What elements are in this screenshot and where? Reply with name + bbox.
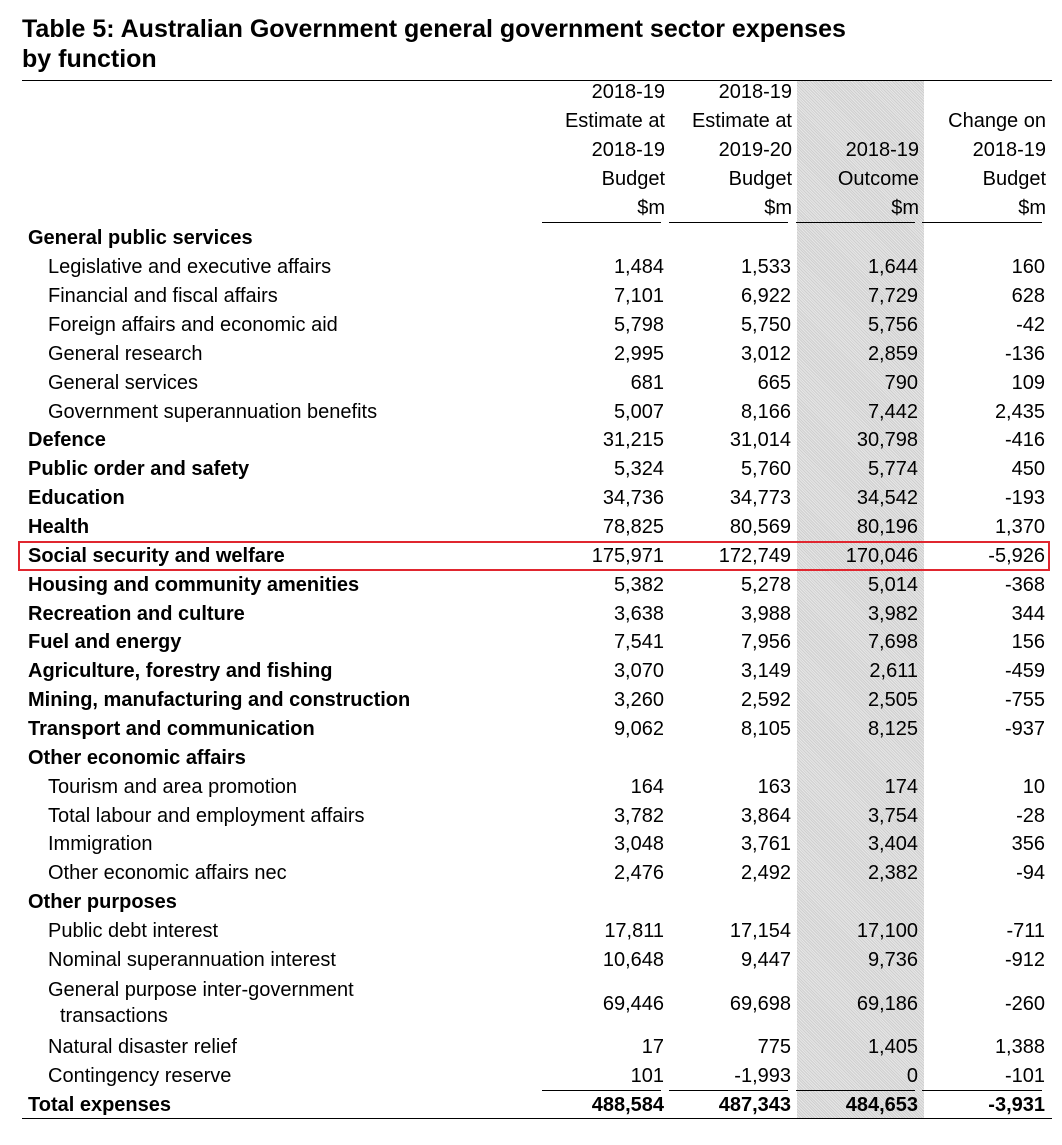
cell-value: -1,993 [734,1065,791,1087]
total-rule [796,1090,915,1091]
cell-value: 7,442 [867,401,918,423]
total-rule [922,1090,1042,1091]
cell-value: -912 [1004,949,1045,971]
column-header-4-line-1: Change on [948,110,1046,132]
column-header-2-line-5: $m [764,197,792,219]
row-label: Public order and safety [28,458,250,480]
cell-value: -136 [1004,343,1045,365]
bottom-rule [22,1118,1052,1119]
row-label: Education [28,487,125,509]
table-row [22,1091,1052,1120]
cell-value: 17 [641,1036,664,1058]
column-header-4-line-3: Budget [982,168,1046,190]
cell-value: 17,154 [729,920,791,942]
cell-value: -94 [1016,862,1045,884]
table-row [22,830,1052,859]
cell-value: -459 [1004,660,1045,682]
column-header-2-line-4: Budget [728,168,792,190]
cell-value: -28 [1016,805,1045,827]
row-label: Legislative and executive affairs [48,256,332,278]
cell-value: 31,215 [602,429,664,451]
cell-value: 175,971 [591,545,664,567]
cell-value: 3,982 [867,603,918,625]
cell-value: 2,859 [867,343,918,365]
cell-value: 30,798 [856,429,918,451]
row-label: Government superannuation benefits [48,401,378,423]
row-label: Total expenses [28,1094,172,1116]
cell-value: 2,382 [867,862,918,884]
cell-value: 3,260 [613,689,664,711]
table-row [22,455,1052,484]
cell-value: -3,931 [988,1094,1045,1116]
row-label: Other economic affairs nec [48,862,287,884]
cell-value: 31,014 [729,429,791,451]
row-label: Tourism and area promotion [48,776,298,798]
cell-value: 665 [757,372,791,394]
table-row [22,340,1052,369]
cell-value: 5,760 [740,458,791,480]
cell-value: 0 [906,1065,918,1087]
cell-value: 10 [1022,776,1045,798]
row-label: Nominal superannuation interest [48,949,336,971]
row-label [48,975,354,1029]
cell-value: 484,653 [845,1094,918,1116]
table-row [22,744,1052,773]
cell-value: 681 [630,372,664,394]
cell-value: 2,476 [613,862,664,884]
cell-value: -755 [1004,689,1045,711]
column-header-rule [669,222,788,223]
cell-value: 5,382 [613,574,664,596]
column-header-3-line-3: $m [891,197,919,219]
cell-value: 3,782 [613,805,664,827]
table-row [22,398,1052,427]
cell-value: -260 [1004,993,1045,1015]
cell-value: 1,405 [867,1036,918,1058]
table-row [22,282,1052,311]
row-label: Public debt interest [48,920,219,942]
cell-value: 3,988 [740,603,791,625]
column-header-1-line-1: 2018-19 [591,81,665,103]
cell-value: 9,447 [740,949,791,971]
table-row [22,628,1052,657]
cell-value: 5,774 [867,458,918,480]
cell-value: 3,761 [740,833,791,855]
table-row [22,975,1052,1033]
table-title-line-1: Table 5: Australian Government general government sector expenses [22,15,846,43]
table-row [22,859,1052,888]
row-label: Natural disaster relief [48,1036,237,1058]
table-row [22,686,1052,715]
cell-value: 5,324 [613,458,664,480]
row-label: Defence [28,429,106,451]
cell-value: 1,370 [994,516,1045,538]
row-label: Immigration [48,833,153,855]
cell-value: 1,644 [867,256,918,278]
cell-value: 170,046 [845,545,918,567]
column-header-1-line-4: Budget [601,168,665,190]
cell-value: -937 [1004,718,1045,740]
cell-value: 6,922 [740,285,791,307]
cell-value: 2,611 [869,660,918,682]
row-label: General public services [28,227,253,249]
column-header-rule [542,222,661,223]
cell-value: 1,484 [613,256,664,278]
cell-value: 80,569 [729,516,791,538]
cell-value: 790 [884,372,918,394]
row-label: Financial and fiscal affairs [48,285,278,307]
cell-value: 356 [1011,833,1045,855]
table-row [22,571,1052,600]
cell-value: 7,698 [867,631,918,653]
cell-value: 7,956 [740,631,791,653]
column-header-1-line-5: $m [637,197,665,219]
cell-value: 17,100 [856,920,918,942]
column-header-4-line-2: 2018-19 [972,139,1046,161]
table-row [22,715,1052,744]
cell-value: 109 [1011,372,1045,394]
cell-value: 628 [1011,285,1045,307]
cell-value: 2,995 [613,343,664,365]
cell-value: 3,864 [740,805,791,827]
table-row [22,513,1052,542]
cell-value: 5,756 [867,314,918,336]
total-rule [542,1090,661,1091]
cell-value: 174 [884,776,918,798]
cell-value: 34,736 [602,487,664,509]
cell-value: -368 [1004,574,1045,596]
cell-value: 3,070 [613,660,664,682]
cell-value: 160 [1011,256,1045,278]
cell-value: 8,166 [740,401,791,423]
table-row [22,224,1052,253]
row-label: Housing and community amenities [28,574,360,596]
table-row [22,1062,1052,1091]
table-row [22,657,1052,686]
row-label: Agriculture, forestry and fishing [28,660,333,682]
table-row [22,484,1052,513]
cell-value: 34,773 [729,487,791,509]
cell-value: 450 [1011,458,1045,480]
table-title [22,14,1052,74]
table-row [22,369,1052,398]
column-header-1-line-2: Estimate at [564,110,665,132]
cell-value: 3,638 [613,603,664,625]
table-row [22,946,1052,975]
cell-value: 3,754 [867,805,918,827]
row-label: Mining, manufacturing and construction [28,689,411,711]
cell-value: 164 [630,776,664,798]
cell-value: 5,007 [613,401,664,423]
cell-value: 775 [757,1036,791,1058]
table-title-line-2: by function [22,45,157,73]
cell-value: 34,542 [856,487,918,509]
cell-value: 5,014 [867,574,918,596]
cell-value: 78,825 [602,516,664,538]
table-row [22,802,1052,831]
cell-value: 7,101 [613,285,664,307]
cell-value: 9,736 [867,949,918,971]
row-label: Other economic affairs [28,747,246,769]
cell-value: 7,541 [613,631,664,653]
highlight-box [18,541,1050,571]
cell-value: 69,186 [856,993,918,1015]
row-label: General research [48,343,203,365]
cell-value: -416 [1004,429,1045,451]
cell-value: 172,749 [718,545,791,567]
cell-value: -42 [1016,314,1045,336]
cell-value: 17,811 [604,920,664,942]
cell-value: 2,505 [867,689,918,711]
row-label: Total labour and employment affairs [48,805,365,827]
total-rule [669,1090,788,1091]
table-row [22,773,1052,802]
cell-value: 5,798 [613,314,664,336]
cell-value: 3,048 [613,833,664,855]
cell-value: 1,533 [740,256,791,278]
cell-value: 7,729 [867,285,918,307]
row-label: Social security and welfare [28,545,285,567]
row-label: Other purposes [28,891,177,913]
row-label: General services [48,372,199,394]
cell-value: 5,278 [740,574,791,596]
table-row [22,311,1052,340]
row-label-line-2: transactions [60,1005,168,1027]
cell-value: 80,196 [856,516,918,538]
table-row [22,888,1052,917]
row-label: Contingency reserve [48,1065,232,1087]
cell-value: -5,926 [988,545,1045,567]
cell-value: 487,343 [718,1094,791,1116]
cell-value: 163 [757,776,791,798]
cell-value: -193 [1004,487,1045,509]
row-label: Foreign affairs and economic aid [48,314,338,336]
cell-value: -711 [1006,920,1045,942]
column-header-2-line-1: 2018-19 [718,81,792,103]
cell-value: 2,435 [994,401,1045,423]
column-header-2-line-2: Estimate at [691,110,792,132]
column-header-1-line-3: 2018-19 [591,139,665,161]
cell-value: 101 [630,1065,664,1087]
row-label-line-1: General purpose inter-government [48,979,354,1001]
column-header-2-line-3: 2019-20 [718,139,792,161]
table-row [22,1033,1052,1062]
row-label: Fuel and energy [28,631,182,653]
cell-value: 3,404 [867,833,918,855]
cell-value: 3,149 [740,660,791,682]
table-row [22,917,1052,946]
table-row [22,600,1052,629]
table-row [22,426,1052,455]
cell-value: 10,648 [602,949,664,971]
column-header-3-line-1: 2018-19 [845,139,919,161]
column-header-rule [922,222,1042,223]
cell-value: 5,750 [740,314,791,336]
row-label: Recreation and culture [28,603,245,625]
cell-value: -101 [1004,1065,1045,1087]
cell-value: 488,584 [591,1094,664,1116]
cell-value: 344 [1011,603,1045,625]
cell-value: 8,125 [867,718,918,740]
cell-value: 1,388 [994,1036,1045,1058]
cell-value: 8,105 [740,718,791,740]
cell-value: 69,698 [729,993,791,1015]
cell-value: 69,446 [602,993,664,1015]
cell-value: 9,062 [613,718,664,740]
cell-value: 156 [1011,631,1045,653]
table-row [22,253,1052,282]
row-label: Health [28,516,90,538]
cell-value: 2,592 [740,689,791,711]
row-label: Transport and communication [28,718,315,740]
column-header-rule [796,222,915,223]
column-header-3-line-2: Outcome [837,168,919,190]
cell-value: 3,012 [740,343,791,365]
column-header-4-line-4: $m [1018,197,1046,219]
cell-value: 2,492 [740,862,791,884]
